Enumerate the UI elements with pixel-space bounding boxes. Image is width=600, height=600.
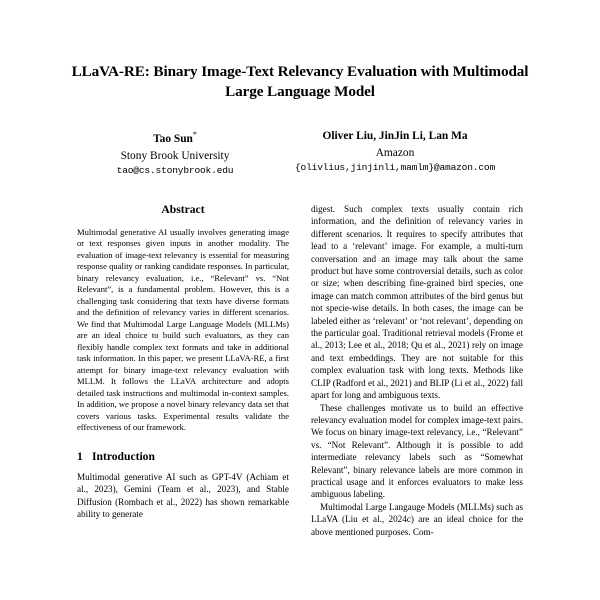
author-affiliation-right: Amazon xyxy=(375,146,415,159)
author-block xyxy=(0,129,600,178)
author-footnote-marker: * xyxy=(192,130,197,140)
author-email-right: {olivlius,jinjinli,mamlm}@amazon.com xyxy=(294,162,496,174)
author-names-right: Oliver Liu, JinJin Li, Lan Ma xyxy=(322,130,468,143)
author-group-right xyxy=(270,129,520,178)
right-paragraph-2: These challenges motivate us to build an effective relevancy evaluation model for complex image-text pairs. We focus on binary image-text relevancy, i.e., “Relevant” vs. “Not Relevant”. Although it is possible to add intermediate relevancy labels such as “Somewhat Relevant”, binary relevance labels are more common in practical usage and it enforces evaluators to make less ambiguous labeling. xyxy=(311,402,523,500)
body-columns xyxy=(0,203,600,538)
abstract-text: Multimodal generative AI usually involves generating image or text responses given inputs in another modality. The evaluation of image-text relevancy is essential for measuring response quality or ranking candidate responses. In particular, binary relevancy evaluation, i.e., “Relevant” vs. “Not Relevant”, is a fundamental problem. However, this is a challenging task considering that texts have diverse formats and the definition of relevancy varies in different scenarios. We find that Multimodal Large Language Models (MLLMs) are an ideal choice to build such evaluators, as they can flexibly handle complex text formats and take in additional task information. In this paper, we present LLaVA-RE, a first attempt for binary image-text relevancy evaluation with MLLM. It follows the LLaVA architecture and adopts detailed task instructions and multimodal in-context samples. In addition, we propose a novel binary relevancy data set that covers various tasks. Experimental results validate the effectiveness of our framework. xyxy=(77,227,289,433)
introduction-paragraph-1: Multimodal generative AI such as GPT-4V (Achiam et al., 2023), Gemini (Team et al., 2023), and Stable Diffusion (Rombach et al., 2022) has shown remarkable ability to generate xyxy=(77,471,289,519)
author-group-left xyxy=(80,129,270,178)
author-affiliation-left: Stony Brook University xyxy=(120,149,230,162)
section-heading-introduction xyxy=(77,450,289,463)
title-block xyxy=(0,0,600,102)
author-email-left: tao@cs.stonybrook.edu xyxy=(116,164,234,176)
abstract-heading: Abstract xyxy=(161,203,205,216)
right-paragraph-3: Multimodal Large Langauge Models (MLLMs) such as LLaVA (Liu et al., 2024c) are an ideal choice for the above mentioned purposes. Com- xyxy=(311,501,523,537)
author-names-left xyxy=(80,129,270,148)
column-right xyxy=(311,203,523,538)
section-number: 1 xyxy=(77,449,83,463)
section-title: Introduction xyxy=(92,449,155,463)
page-title: LLaVA-RE: Binary Image-Text Relevancy Evaluation with Multimodal Large Language Model xyxy=(71,63,529,101)
column-left xyxy=(77,203,289,538)
right-paragraph-1: digest. Such complex texts usually contain rich information, and the definition of relevancy varies in different scenarios. It requires to specify attributes that lead to a ‘relevant’ image. For example, a multi-turn conversation and an image may talk about the same product but have some controversial details, such as color or size; when describing fine-grained bird species, one image can match common attributes of the bird genus but not specie-wise details. In both cases, the image can be labeled either as ‘relevant’ or ‘not relevant’, depending on the particular goal. Traditional retrieval models (Frome et al., 2013; Lee et al., 2018; Qu et al., 2021) rely on image and text embeddings. They are not suitable for this complex evaluation task with long texts. Methods like CLIP (Radford et al., 2021) and BLIP (Li et al., 2022) fall apart for long and ambiguous texts. xyxy=(311,204,523,401)
author-names-left-text: Tao Sun xyxy=(153,132,193,145)
